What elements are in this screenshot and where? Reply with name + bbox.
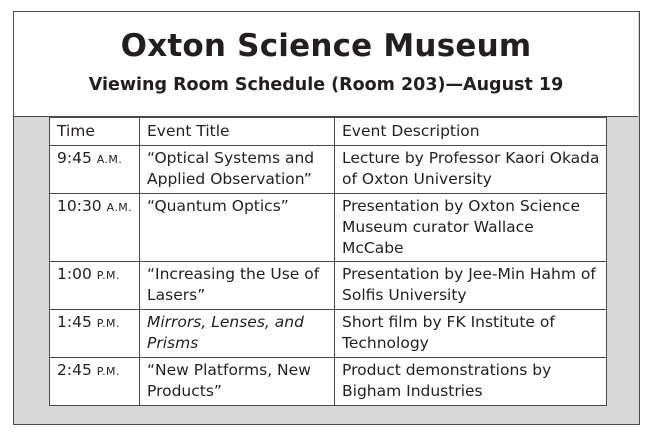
time-value: 9:45: [57, 149, 92, 167]
time-cell: [50, 262, 140, 310]
table-row: [50, 194, 607, 262]
time-value: 2:45: [57, 361, 92, 379]
column-header-event-title: Event Title: [140, 118, 335, 146]
page-title: Oxton Science Museum: [120, 28, 532, 64]
time-value: 10:30: [57, 197, 102, 215]
event-title-cell: “Optical Systems and Applied Observation”: [140, 146, 335, 194]
ampm-label: A.M.: [96, 153, 123, 166]
event-title-cell: “Increasing the Use of Lasers”: [140, 262, 335, 310]
event-title-cell: Mirrors, Lenses, and Prisms: [140, 310, 335, 358]
event-description-cell: Short film by FK Institute of Technology: [335, 310, 607, 358]
schedule-table: [49, 117, 607, 406]
table-row: [50, 358, 607, 406]
time-cell: [50, 194, 140, 262]
ampm-label: A.M.: [106, 201, 133, 214]
time-cell: [50, 358, 140, 406]
column-header-time: Time: [50, 118, 140, 146]
event-description-cell: Presentation by Jee-Min Hahm of Solfis University: [335, 262, 607, 310]
page-subtitle: Viewing Room Schedule (Room 203)—August 19: [88, 75, 564, 95]
event-title-cell: “Quantum Optics”: [140, 194, 335, 262]
table-row: [50, 310, 607, 358]
event-description-cell: Lecture by Professor Kaori Okada of Oxton University: [335, 146, 607, 194]
ampm-label: P.M.: [96, 269, 120, 282]
event-title-cell: “New Platforms, New Products”: [140, 358, 335, 406]
time-cell: [50, 146, 140, 194]
ampm-label: P.M.: [96, 365, 120, 378]
schedule-panel: [13, 11, 640, 425]
table-header-row: [50, 118, 607, 146]
ampm-label: P.M.: [96, 317, 120, 330]
event-description-cell: Presentation by Oxton Science Museum curator Wallace McCabe: [335, 194, 607, 262]
table-row: [50, 146, 607, 194]
time-value: 1:00: [57, 265, 92, 283]
time-value: 1:45: [57, 313, 92, 331]
table-row: [50, 262, 607, 310]
event-description-cell: Product demonstrations by Bigham Industries: [335, 358, 607, 406]
time-cell: [50, 310, 140, 358]
header: [14, 12, 638, 117]
column-header-event-description: Event Description: [335, 118, 607, 146]
